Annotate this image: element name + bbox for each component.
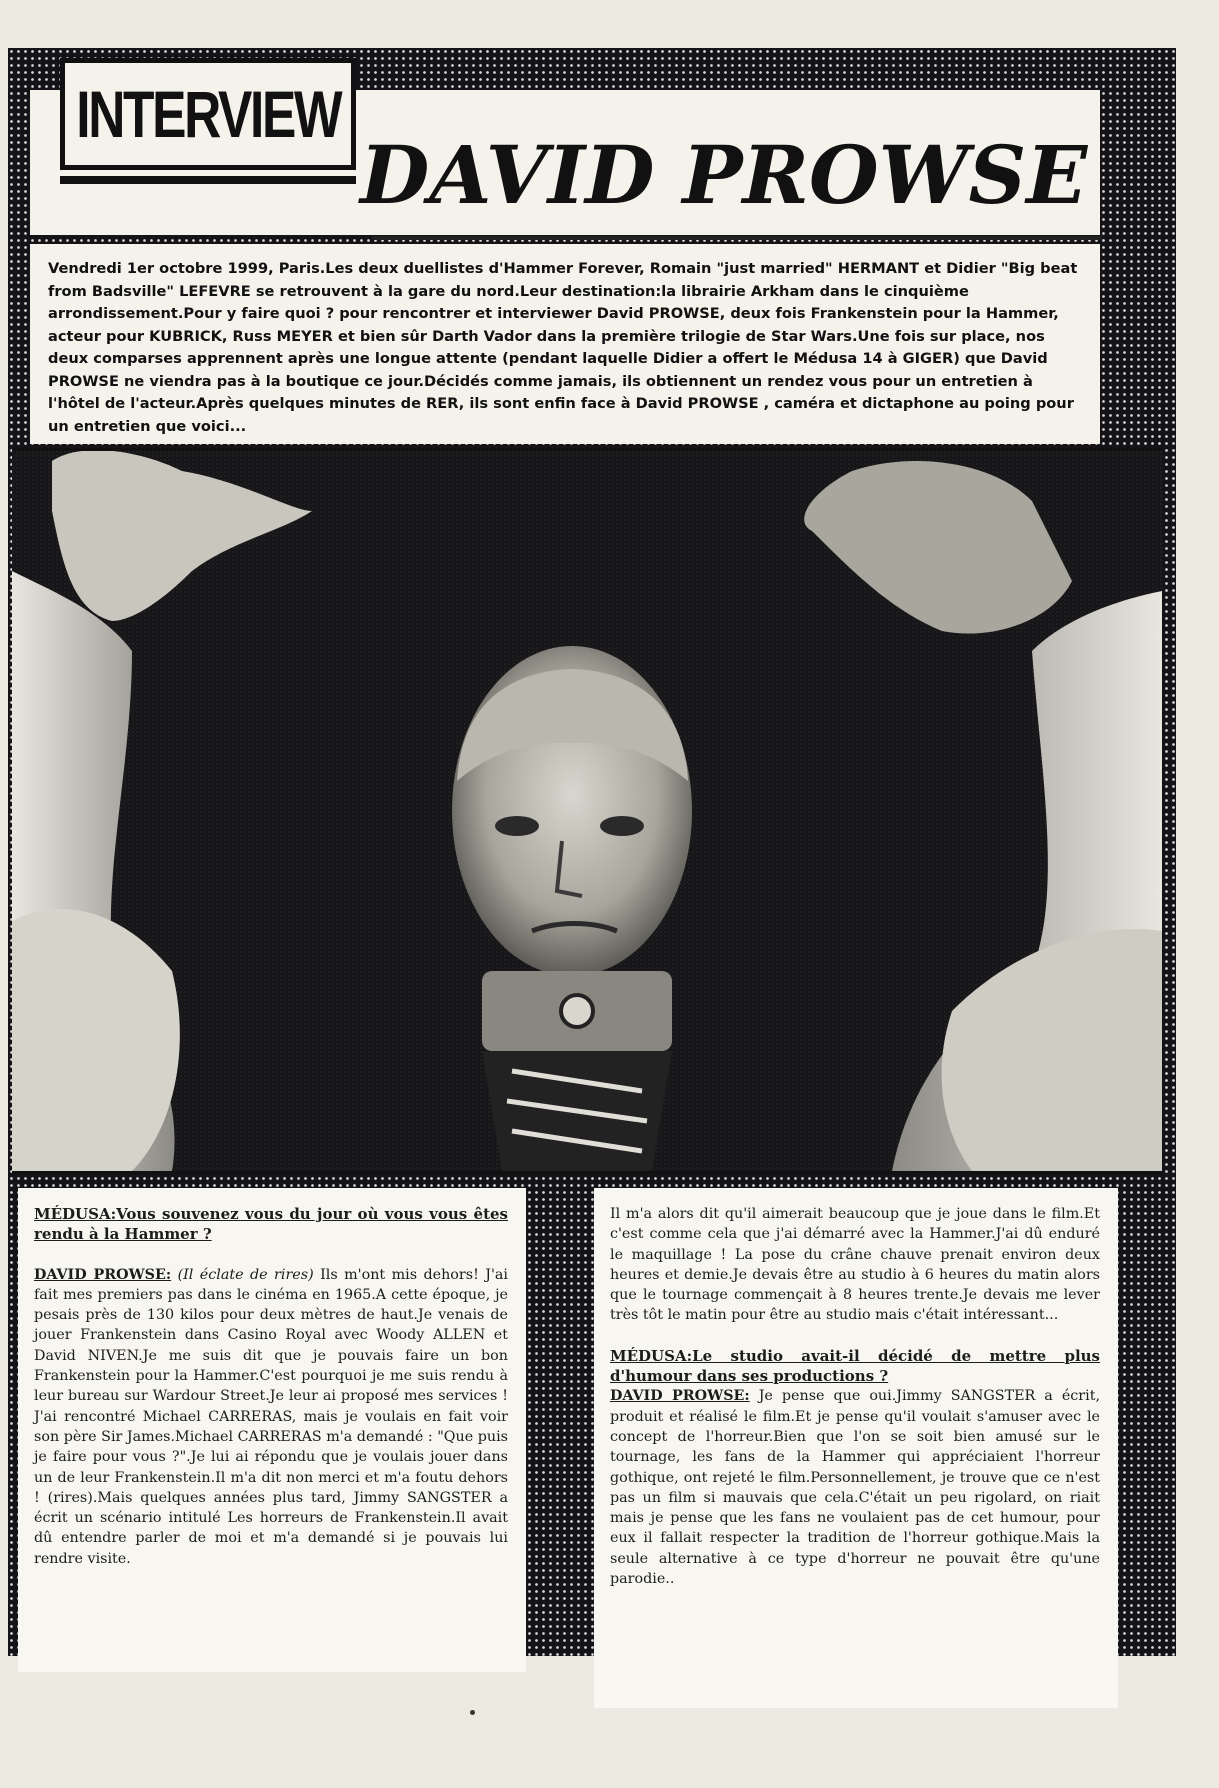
answer-2 — [610, 1386, 1100, 1589]
frankenstein-photo — [12, 448, 1162, 1174]
right-column — [594, 1188, 1118, 1708]
right-eye — [600, 816, 644, 836]
interview-tag — [60, 58, 356, 170]
intro-paragraph — [30, 244, 1100, 444]
tag-underline — [60, 176, 356, 184]
intro-text: Vendredi 1er octobre 1999, Paris.Les deux duellistes d'Hammer Forever, Romain "just married" HERMANT et Didier "Big beat from Badsville" LEFEVRE se retrouvent à la gare du nord.Leur destination:la librairie Arkham dans le cinquième arrondissement.Pour y faire quoi ? pour rencontrer et interviewer David PROWSE, deux fois Frankenstein pour la Hammer, acteur pour KUBRICK, Russ MEYER et bien sûr Darth Vador dans la première trilogie de Star Wars.Une fois sur place, nos deux comparses apprennent après une longue attente (pendant laquelle Didier a offert le Médusa 14 à GIGER) que David PROWSE ne viendra pas à la boutique ce jour.Décidés comme jamais, ils obtiennent un rendez vous pour un entretien à l'hôtel de l'acteur.Après quelques minutes de RER, ils sont enfin face à David PROWSE , caméra et dictaphone au poing pour un entretien que voici... — [48, 260, 1078, 435]
question-1: MÉDUSA:Vous souvenez vous du jour où vous vous êtes rendu à la Hammer ? — [34, 1205, 508, 1244]
answer-2-label: DAVID PROWSE: — [610, 1388, 750, 1405]
answer-1-continuation: Il m'a alors dit qu'il aimerait beaucoup que je joue dans le film.Et c'est comme cela que j'ai démarré avec la Hammer.J'ai dû enduré le maquillage ! La pose du crâne chauve prenait environ deux heures et demie.Je devais être au studio à 6 heures du matin alors que le tournage commençait à 8 heures trente.Je devais me lever très tôt le matin pour être au studio mais c'était intéressant... — [610, 1206, 1100, 1324]
left-column — [18, 1188, 526, 1672]
answer-1-label: DAVID PROWSE: — [34, 1266, 172, 1283]
answer-2-text: Je pense que oui.Jimmy SANGSTER a écrit, produit et réalisé le film.Et je pense qu'il voulait s'amuser avec le concept de l'horreur.Bien que l'on se soit bien amusé sur le tournage, les fans de la Hammer qui appréciaient l'horreur gothique, ont rejeté le film.Personnellement, je trouve que ce n'est pas un film si mauvais que cela.C'était un peu rigolard, on riait mais je pense que les fans ne voulaient pas de cet humour, pour eux il fallait respecter la tradition de l'horreur gothique.Mais la seule alternative à ce type d'horreur ne pouvait être qu'une parodie.. — [610, 1388, 1100, 1588]
answer-1 — [34, 1265, 508, 1569]
page-title: DAVID PROWSE — [360, 128, 1088, 222]
answer-1-aside: (Il éclate de rires) — [177, 1266, 314, 1283]
left-eye — [495, 816, 539, 836]
photo-illustration — [12, 451, 1162, 1171]
question-2: MÉDUSA:Le studio avait-il décidé de mettre plus d'humour dans ses productions ? — [610, 1346, 1100, 1386]
magazine-page — [8, 48, 1176, 1656]
answer-1-text: Ils m'ont mis dehors! J'ai fait mes premiers pas dans le cinéma en 1965.A cette époque, je pesais près de 130 kilos pour deux mètres de haut.Je venais de jouer Frankenstein dans Casino Royal avec Woody ALLEN et David NIVEN.Je me suis dit que je pouvais faire un bon Frankenstein pour la Hammer.C'est pourquoi je me suis rendu à leur bureau sur Wardour Street.Je leur ai proposé mes services ! J'ai rencontré Michael CARRERAS, mais je voulais en fait voir son père Sir James.Michael CARRERAS m'a demandé : "Que puis je faire pour vous ?".Je lui ai répondu que je voulais jouer dans un de leur Frankenstein.Il m'a dit non merci et m'a foutu dehors ! (rires).Mais quelques années plus tard, Jimmy SANGSTER a écrit un scénario intitulé Les horreurs de Frankenstein.Il avait dû entendre parler de moi et m'a demandé si je pouvais lui rendre visite. — [34, 1266, 509, 1567]
interview-tag-label: INTERVIEW — [75, 77, 341, 151]
print-speck — [470, 1710, 475, 1715]
title-rule — [372, 236, 1102, 240]
